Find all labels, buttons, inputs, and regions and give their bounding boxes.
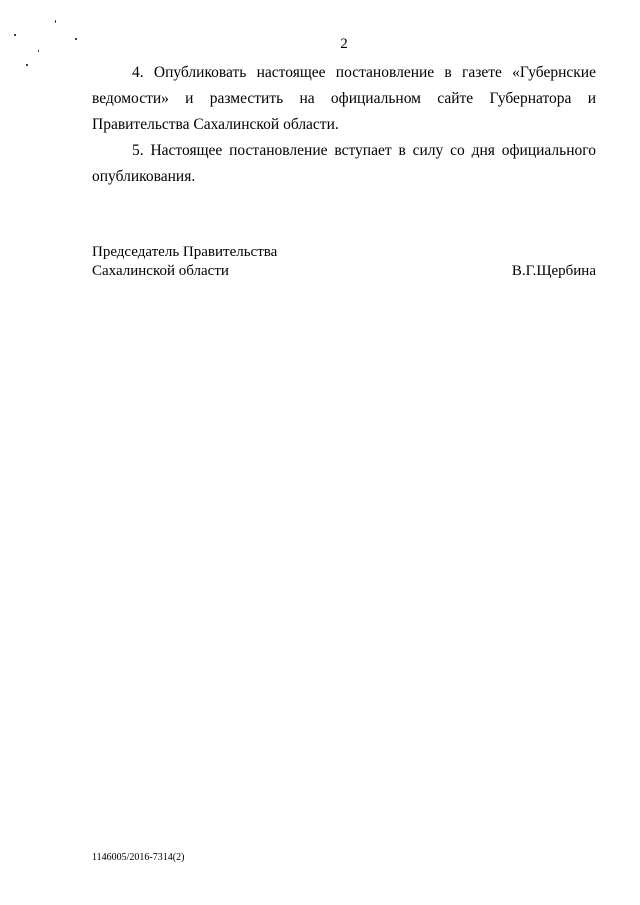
paragraph-effective-date xyxy=(92,138,596,190)
signature-block xyxy=(92,243,596,281)
signature-row xyxy=(92,262,596,281)
scan-speck xyxy=(55,20,56,23)
signatory-title-line-1: Председатель Правительства xyxy=(92,244,278,260)
paragraph-text: 4. Опубликовать настоящее постановление в газете «Губернские ведомости» и разместить на официальном сайте Губернатора и Правительства Сахалинской области. xyxy=(92,64,596,133)
page-number: 2 xyxy=(340,36,348,52)
paragraph-publication xyxy=(92,60,596,138)
paragraph-text: 5. Настоящее постановление вступает в силу со дня официального опубликования. xyxy=(92,142,596,185)
signatory-title-line-2: Сахалинской области xyxy=(92,263,229,279)
signatory-name: В.Г.Щербина xyxy=(511,263,596,279)
scan-speck xyxy=(26,64,28,66)
document-code: 1146005/2016-7314(2) xyxy=(92,852,185,863)
